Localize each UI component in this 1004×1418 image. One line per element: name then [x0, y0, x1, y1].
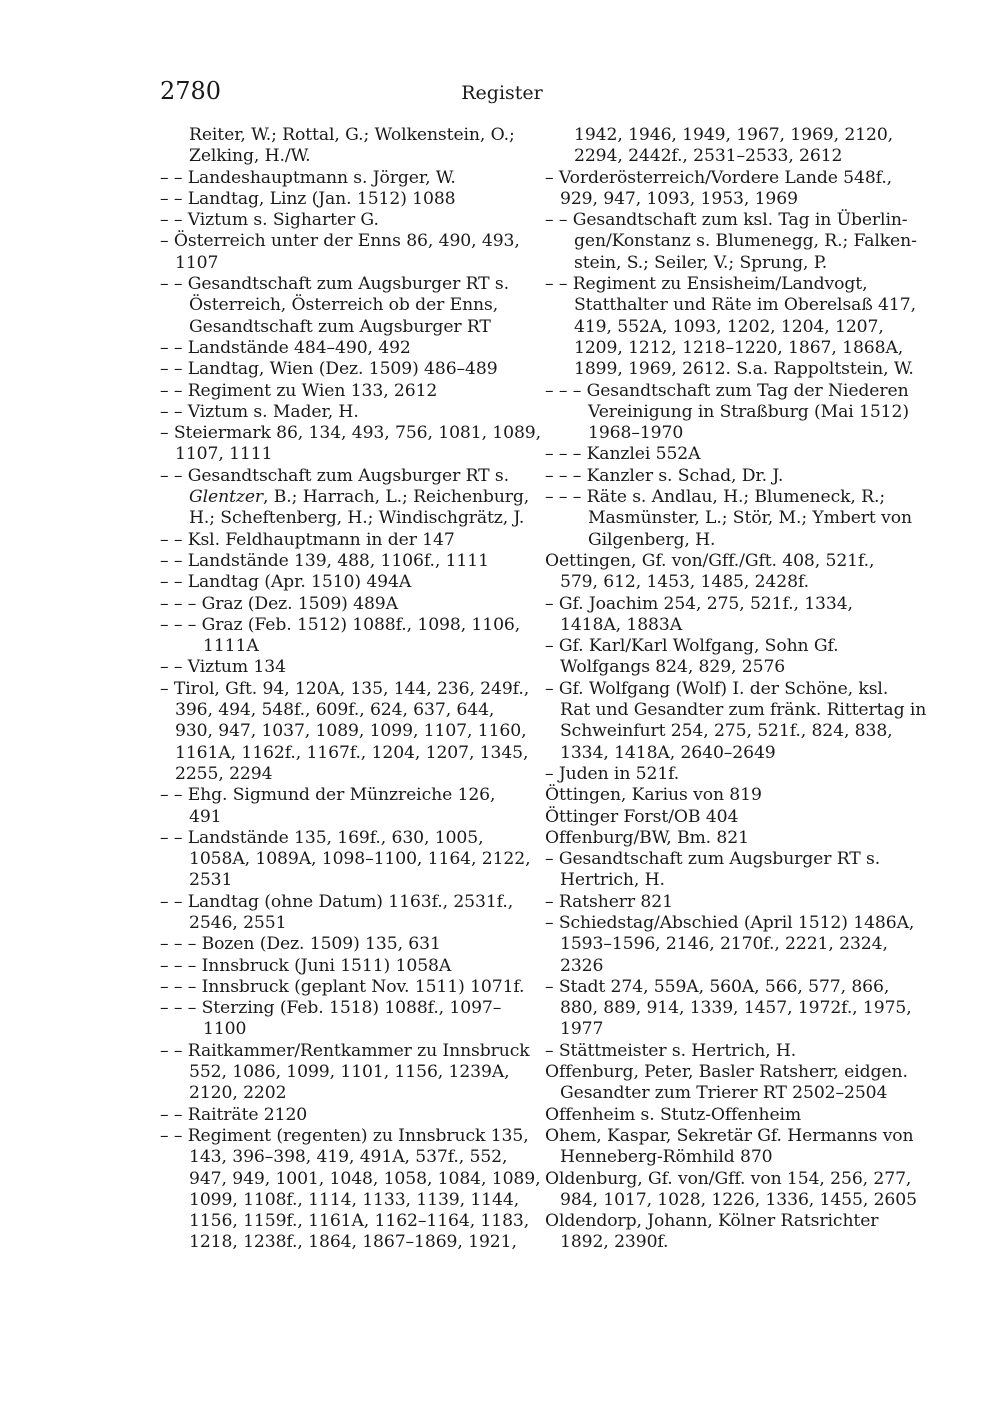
index-line: – – – Kanzler s. Schad, Dr. J. — [545, 465, 784, 486]
index-line: – – Gesandtschaft zum Augsburger RT s. — [160, 465, 509, 486]
index-line: – – – Kanzlei 552A — [545, 444, 701, 465]
index-line: 1107 — [175, 252, 219, 273]
index-line: Vereinigung in Straßburg (Mai 1512) — [588, 401, 909, 422]
index-line: Offenburg/BW, Bm. 821 — [545, 827, 749, 848]
index-line: – – Regiment (regenten) zu Innsbruck 135, — [160, 1125, 529, 1146]
index-line: 2120, 2202 — [189, 1083, 287, 1104]
index-line: – Stättmeister s. Hertrich, H. — [545, 1040, 797, 1061]
index-line: Öttingen, Karius von 819 — [545, 785, 762, 806]
index-line: Offenburg, Peter, Basler Ratsherr, eidgen. — [545, 1062, 908, 1083]
index-line: Gilgenberg, H. — [588, 529, 716, 550]
index-line: 880, 889, 914, 1339, 1457, 1972f., 1975, — [560, 998, 912, 1019]
index-line: – – Viztum s. Sigharter G. — [160, 210, 379, 231]
index-line: – – Landtag (ohne Datum) 1163f., 2531f., — [160, 891, 514, 912]
index-line: 1161A, 1162f., 1167f., 1204, 1207, 1345, — [175, 742, 529, 763]
index-line-text: , B.; Harrach, L.; Reichenburg, — [263, 487, 530, 508]
index-line: Wolfgangs 824, 829, 2576 — [560, 657, 786, 678]
index-line: – – – Innsbruck (Juni 1511) 1058A — [160, 955, 452, 976]
index-line: – Gesandtschaft zum Augsburger RT s. — [545, 849, 881, 870]
index-line: 1334, 1418A, 2640–2649 — [560, 742, 776, 763]
index-line: – – Landstände 484–490, 492 — [160, 337, 411, 358]
index-line: – Steiermark 86, 134, 493, 756, 1081, 1089, — [160, 423, 542, 444]
index-line: Henneberg-Römhild 870 — [560, 1147, 773, 1168]
index-line: – – Landeshauptmann s. Jörger, W. — [160, 167, 456, 188]
index-line: – Vorderösterreich/Vordere Lande 548f., — [545, 167, 893, 188]
index-line: Oldendorp, Johann, Kölner Ratsrichter — [545, 1211, 879, 1232]
index-line: – – – Sterzing (Feb. 1518) 1088f., 1097– — [160, 998, 502, 1019]
running-head: Register — [461, 82, 543, 104]
index-line: 419, 552A, 1093, 1202, 1204, 1207, — [574, 316, 884, 337]
index-column-left — [160, 125, 542, 1254]
index-line: 1892, 2390f. — [560, 1232, 669, 1253]
index-line: Statthalter und Räte im Oberelsaß 417, — [574, 295, 916, 316]
index-line: 2255, 2294 — [175, 763, 273, 784]
index-line: – – Landstände 135, 169f., 630, 1005, — [160, 827, 484, 848]
index-line: – Gf. Karl/Karl Wolfgang, Sohn Gf. — [545, 636, 839, 657]
index-line: 2326 — [560, 955, 604, 976]
index-line: 2531 — [189, 870, 233, 891]
index-line: – Gf. Joachim 254, 275, 521f., 1334, — [545, 593, 853, 614]
index-line: 1100 — [203, 1019, 247, 1040]
index-line: gen/Konstanz s. Blumenegg, R.; Falken- — [574, 231, 917, 252]
index-line: – – – Innsbruck (geplant Nov. 1511) 1071f. — [160, 976, 525, 997]
index-line-italic-name: Glentzer — [189, 487, 264, 508]
index-line: – – Regiment zu Ensisheim/Landvogt, — [545, 274, 868, 295]
index-line: – Ratsherr 821 — [545, 891, 673, 912]
index-line: 491 — [189, 806, 222, 827]
index-line: Oettingen, Gf. von/Gff./Gft. 408, 521f., — [545, 550, 875, 571]
index-line: 1111A — [203, 636, 259, 657]
index-line: – – Gesandtschaft zum ksl. Tag in Überlin- — [545, 210, 908, 231]
index-line: H.; Scheftenberg, H.; Windischgrätz, J. — [189, 508, 525, 529]
index-line: 947, 949, 1001, 1048, 1058, 1084, 1089, — [189, 1168, 541, 1189]
index-line: – Gf. Wolfgang (Wolf) I. der Schöne, ksl. — [545, 678, 889, 699]
index-line: 552, 1086, 1099, 1101, 1156, 1239A, — [189, 1062, 510, 1083]
index-line: – Tirol, Gft. 94, 120A, 135, 144, 236, 249f., — [160, 678, 530, 699]
index-line: 143, 396–398, 419, 491A, 537f., 552, — [189, 1147, 508, 1168]
index-line: – – Landtag (Apr. 1510) 494A — [160, 572, 412, 593]
index-line: 1899, 1969, 2612. S.a. Rappoltstein, W. — [574, 359, 914, 380]
index-line: – – – Graz (Feb. 1512) 1088f., 1098, 1106, — [160, 614, 521, 635]
index-line: Hertrich, H. — [560, 870, 665, 891]
index-line: – Schiedstag/Abschied (April 1512) 1486A, — [545, 912, 915, 933]
index-line — [160, 487, 530, 508]
index-line: – – Landtag, Wien (Dez. 1509) 486–489 — [160, 359, 498, 380]
index-line: Zelking, H./W. — [189, 146, 311, 167]
index-line: – – – Räte s. Andlau, H.; Blumeneck, R.; — [545, 487, 886, 508]
index-line: – – – Graz (Dez. 1509) 489A — [160, 593, 398, 614]
index-line: 1209, 1212, 1218–1220, 1867, 1868A, — [574, 337, 904, 358]
index-line: – – Viztum 134 — [160, 657, 286, 678]
index-line: – – Regiment zu Wien 133, 2612 — [160, 380, 438, 401]
index-line: 1099, 1108f., 1114, 1133, 1139, 1144, — [189, 1189, 520, 1210]
index-line: 1593–1596, 2146, 2170f., 2221, 2324, — [560, 934, 888, 955]
index-line: Gesandter zum Trierer RT 2502–2504 — [560, 1083, 888, 1104]
index-line: 2546, 2551 — [189, 912, 287, 933]
index-line: Offenheim s. Stutz-Offenheim — [545, 1104, 802, 1125]
index-line: 1977 — [560, 1019, 604, 1040]
index-line: Masmünster, L.; Stör, M.; Ymbert von — [588, 508, 912, 529]
index-line: – – Gesandtschaft zum Augsburger RT s. — [160, 274, 509, 295]
index-line: – Österreich unter der Enns 86, 490, 493, — [160, 231, 520, 252]
index-line: 579, 612, 1453, 1485, 2428f. — [560, 572, 809, 593]
index-line: 1107, 1111 — [175, 444, 273, 465]
index-line: 396, 494, 548f., 609f., 624, 637, 644, — [175, 700, 495, 721]
index-line: 929, 947, 1093, 1953, 1969 — [560, 188, 798, 209]
index-line: Rat und Gesandter zum fränk. Rittertag in — [560, 700, 927, 721]
index-line: 930, 947, 1037, 1089, 1099, 1107, 1160, — [175, 721, 527, 742]
index-line: – – – Bozen (Dez. 1509) 135, 631 — [160, 934, 441, 955]
index-line: – Stadt 274, 559A, 560A, 566, 577, 866, — [545, 976, 890, 997]
index-line: – – Ehg. Sigmund der Münzreiche 126, — [160, 785, 496, 806]
index-line: Ohem, Kaspar, Sekretär Gf. Hermanns von — [545, 1125, 914, 1146]
index-line: – – Raitkammer/Rentkammer zu Innsbruck — [160, 1040, 530, 1061]
index-line: 1418A, 1883A — [560, 614, 683, 635]
index-line: 1942, 1946, 1949, 1967, 1969, 2120, — [574, 125, 894, 145]
index-line: Öttinger Forst/OB 404 — [545, 806, 739, 827]
index-line: 1968–1970 — [588, 423, 684, 444]
index-line: – Juden in 521f. — [545, 763, 680, 784]
index-line: Schweinfurt 254, 275, 521f., 824, 838, — [560, 721, 893, 742]
index-line: – – Ksl. Feldhauptmann in der 147 — [160, 529, 455, 550]
index-line: Oldenburg, Gf. von/Gff. von 154, 256, 277, — [545, 1168, 912, 1189]
index-line: – – Raiträte 2120 — [160, 1104, 308, 1125]
index-line: Reiter, W.; Rottal, G.; Wolkenstein, O.; — [189, 125, 515, 145]
index-line: 984, 1017, 1028, 1226, 1336, 1455, 2605 — [560, 1189, 917, 1210]
index-line: – – Landtag, Linz (Jan. 1512) 1088 — [160, 188, 456, 209]
index-line: – – – Gesandtschaft zum Tag der Niederen — [545, 380, 909, 401]
index-column-right — [545, 125, 927, 1254]
index-line: – – Viztum s. Mader, H. — [160, 401, 359, 422]
index-line: 1156, 1159f., 1161A, 1162–1164, 1183, — [189, 1211, 530, 1232]
index-line: 1218, 1238f., 1864, 1867–1869, 1921, — [189, 1232, 517, 1253]
index-line: stein, S.; Seiler, V.; Sprung, P. — [574, 252, 828, 273]
index-line: – – Landstände 139, 488, 1106f., 1111 — [160, 550, 489, 571]
index-line: 2294, 2442f., 2531–2533, 2612 — [574, 146, 843, 167]
index-line: Gesandtschaft zum Augsburger RT — [189, 316, 491, 337]
index-line: 1058A, 1089A, 1098–1100, 1164, 2122, — [189, 849, 531, 870]
index-line: Österreich, Österreich ob der Enns, — [189, 295, 499, 316]
page-number: 2780 — [160, 77, 222, 105]
